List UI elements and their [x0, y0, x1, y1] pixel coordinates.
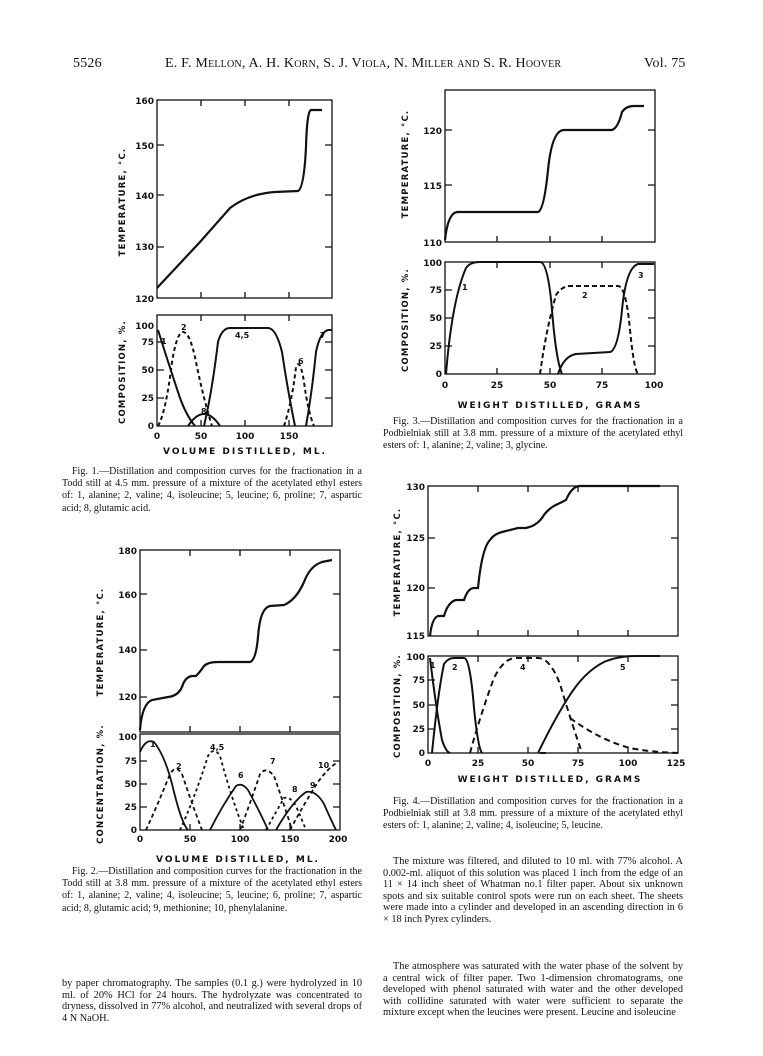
y-tick: 50 — [429, 314, 442, 324]
curve-label-6: 6 — [298, 357, 304, 366]
curve-label-8: 8 — [292, 785, 298, 794]
y-tick: 100 — [118, 733, 137, 743]
curve-label-8: 8 — [201, 407, 207, 416]
y-tick: 100 — [406, 653, 425, 663]
y-tick: 25 — [141, 394, 154, 404]
curve-label-2: 2 — [452, 663, 458, 672]
temperature-curve — [430, 486, 660, 636]
y-tick: 120 — [118, 693, 137, 703]
curve-7 — [240, 770, 292, 830]
y-tick: 50 — [412, 701, 425, 711]
y-tick: 140 — [118, 646, 137, 656]
y-axis-label: COMPOSITION, %. — [401, 268, 411, 372]
y-axis-label: CONCENTRATION, %. — [96, 724, 106, 844]
curve-3 — [558, 264, 654, 374]
y-tick: 0 — [130, 826, 137, 836]
y-tick: 115 — [406, 632, 425, 642]
page-number: 5526 — [73, 56, 102, 71]
x-tick: 25 — [490, 381, 504, 391]
y-axis-label: COMPOSITION, %. — [118, 320, 128, 424]
curve-label-1: 1 — [430, 661, 436, 670]
curve-label-7: 7 — [320, 331, 326, 340]
curve-label-2: 2 — [176, 762, 182, 771]
curve-label-4-5: 4,5 — [235, 331, 250, 340]
x-tick: 0 — [424, 759, 432, 769]
y-tick: 75 — [124, 757, 137, 767]
x-tick: 100 — [644, 381, 664, 391]
curve-label-9: 9 — [310, 781, 316, 790]
curve-4-5 — [180, 751, 244, 830]
y-axis-label: TEMPERATURE, °C. — [393, 507, 403, 617]
y-tick: 180 — [118, 547, 137, 557]
curve-1 — [140, 741, 188, 830]
x-tick: 0 — [441, 381, 449, 391]
y-tick: 75 — [141, 338, 154, 348]
y-tick: 25 — [429, 342, 442, 352]
y-axis-label: TEMPERATURE, °C. — [96, 587, 106, 697]
curve-label-5: 5 — [620, 663, 626, 672]
figure-1 — [70, 92, 360, 470]
x-axis-label: VOLUME DISTILLED, ML. — [156, 855, 320, 865]
curve-4 — [470, 658, 582, 753]
curve-label-7: 7 — [270, 757, 276, 766]
y-tick: 160 — [118, 591, 137, 601]
curve-label-4: 4 — [520, 663, 526, 672]
x-tick: 0 — [153, 432, 161, 442]
y-tick: 120 — [423, 127, 442, 137]
figure-4-caption: Fig. 4.—Distillation and composition curves for the fractionation in a Podbielniak still at 3.8 mm. pressure of a mixture of the acetylated ethyl esters of: 1, alanine; 2, valine; 4, isoleucine; 5, leucine. — [383, 796, 683, 832]
curve-label-10: 10 — [318, 761, 330, 770]
y-tick: 0 — [147, 422, 154, 432]
temperature-curve — [157, 110, 322, 288]
y-tick: 160 — [135, 97, 154, 107]
y-tick: 130 — [135, 243, 154, 253]
curve-label-6: 6 — [238, 771, 244, 780]
body-text-left: by paper chromatography. The samples (0.1 g.) were hydrolyzed in 10 ml. of 20% HCl for 24 hours. The hydrolyzate was concentrated to dryness, dissolved in 77% alcohol, and neutralized with several drops of 4 N NaOH. — [62, 978, 362, 1024]
x-tick: 200 — [328, 835, 348, 845]
y-tick: 75 — [429, 286, 442, 296]
body-text-right-2: The atmosphere was saturated with the water phase of the solvent by a central wick of filter paper. Two 1-dimension chromatograms, one developed with phenol saturated with water and the other developed with collidine saturated with water were sufficient to separate the mixture except when the leucines were present. Leucine and isoleucine — [383, 961, 683, 1019]
figure-1-caption: Fig. 1.—Distillation and composition curves for the fractionation in a Todd still at 4.5 mm. pressure of a mixture of the acetylated ethyl esters of: 1, alanine; 2, valine; 4, isoleucine; 5, leucine; 6, proline; 7, aspartic acid; 8, glutamic acid. — [62, 466, 362, 514]
curve-6 — [210, 785, 268, 830]
temperature-curve — [140, 560, 332, 730]
curve-dash-tail — [570, 718, 678, 753]
curve-4-5 — [204, 328, 295, 426]
body-text-right-1: The mixture was filtered, and diluted to 10 ml. with 77% alcohol. A 0.002-ml. aliquot of this solution was placed 1 inch from the edge of an 11 × 14 inch sheet of Whatman no.1 filter paper. About six unknown spots and six suitable control spots were run on each sheet. The sheets were made into a cylinder and developed in an ascending direction in 6 × 18 inch Pyrex cylinders. — [383, 856, 683, 925]
x-axis-label: WEIGHT DISTILLED, GRAMS — [457, 401, 643, 411]
y-tick: 150 — [135, 142, 154, 152]
figure-3 — [390, 90, 690, 420]
y-tick: 130 — [406, 483, 425, 493]
x-tick: 100 — [230, 835, 250, 845]
curve-label-2: 2 — [181, 323, 187, 332]
y-axis-label: TEMPERATURE, °C. — [401, 109, 411, 219]
y-tick: 100 — [423, 259, 442, 269]
y-tick: 0 — [418, 749, 425, 759]
x-tick: 50 — [183, 835, 197, 845]
curve-1 — [446, 262, 562, 374]
y-tick: 120 — [135, 295, 154, 305]
y-tick: 50 — [141, 366, 154, 376]
y-tick: 25 — [412, 725, 425, 735]
running-head-authors: E. F. Mellon, A. H. Korn, S. J. Viola, N. Miller and S. R. Hoover — [165, 56, 562, 71]
x-tick: 100 — [618, 759, 638, 769]
x-tick: 0 — [136, 835, 144, 845]
y-tick: 50 — [124, 780, 137, 790]
y-tick: 0 — [435, 370, 442, 380]
y-tick: 110 — [423, 239, 442, 249]
figure-4 — [390, 478, 690, 788]
curve-5 — [538, 656, 660, 753]
temperature-curve — [445, 106, 644, 240]
curve-2 — [146, 769, 202, 830]
curve-label-1: 1 — [150, 740, 156, 749]
x-tick: 25 — [471, 759, 485, 769]
x-tick: 50 — [543, 381, 557, 391]
x-tick: 125 — [666, 759, 686, 769]
x-tick: 150 — [279, 432, 299, 442]
x-tick: 75 — [595, 381, 609, 391]
x-tick: 100 — [235, 432, 255, 442]
x-tick: 50 — [194, 432, 208, 442]
y-tick: 125 — [406, 534, 425, 544]
y-tick: 25 — [124, 803, 137, 813]
curve-label-1: 1 — [462, 283, 468, 292]
x-tick: 50 — [521, 759, 535, 769]
curve-label-1: 1 — [161, 337, 167, 346]
x-axis-label: WEIGHT DISTILLED, GRAMS — [457, 775, 643, 785]
y-tick: 120 — [406, 584, 425, 594]
y-tick: 100 — [135, 322, 154, 332]
y-tick: 75 — [412, 676, 425, 686]
figure-2-caption: Fig. 2.—Distillation and composition curves for the fractionation in the Todd still at 3.8 mm. pressure of a mixture of the acetylated ethyl esters of: 1, alanine; 2, valine; 4, isoleucine; 5, leucine; 6, proline; 7, aspartic acid; 8, glutamic acid; 9, methionine; 10, phenylalanine. — [62, 866, 362, 914]
x-tick: 150 — [280, 835, 300, 845]
curve-label-4-5: 4,5 — [210, 743, 225, 752]
curve-label-2: 2 — [582, 291, 588, 300]
volume-label: Vol. 75 — [644, 56, 686, 71]
x-axis-label: VOLUME DISTILLED, ML. — [163, 447, 327, 457]
figure-2 — [70, 542, 360, 872]
y-tick: 115 — [423, 182, 442, 192]
x-tick: 75 — [571, 759, 585, 769]
figure-3-caption: Fig. 3.—Distillation and composition curves for the fractionation in a Podbielniak still at 3.8 mm. pressure of a mixture of the acetylated ethyl esters of: 1, alanine; 2, valine; 3, glycine. — [383, 416, 683, 452]
y-axis-label: COMPOSITION, %. — [393, 654, 403, 758]
y-tick: 140 — [135, 192, 154, 202]
curve-label-3: 3 — [638, 271, 644, 280]
y-axis-label: TEMPERATURE, °C. — [118, 147, 128, 257]
